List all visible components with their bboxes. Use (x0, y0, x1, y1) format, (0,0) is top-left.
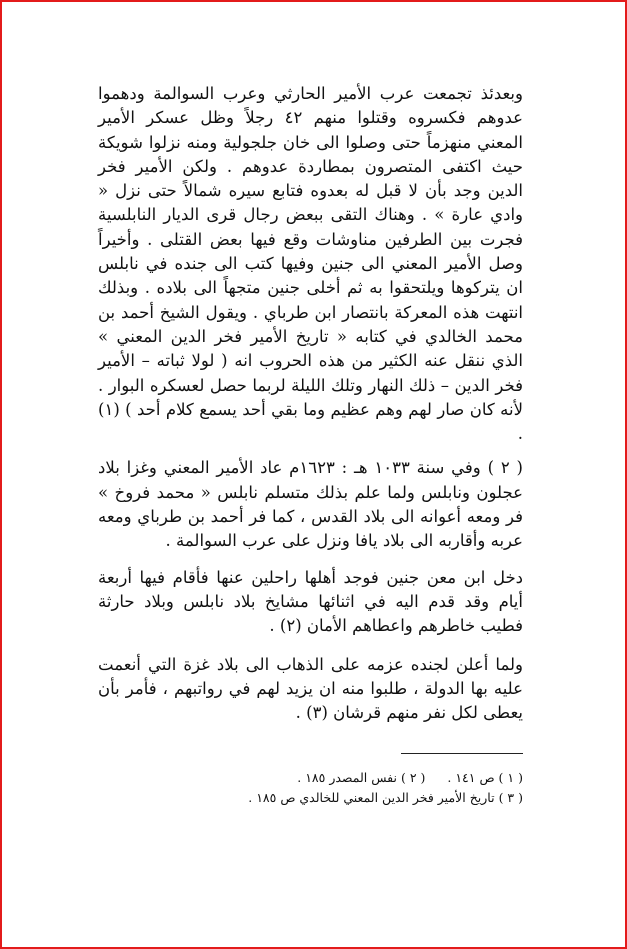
footnote-3: ( ٣ ) تاريخ الأمير فخر الدين المعني للخالدي ص ١٨٥ . (248, 790, 523, 806)
footnote-1: ( ١ ) ص ١٤١ . (447, 770, 523, 786)
document-page (98, 82, 523, 808)
paragraph-2: ( ٢ ) وفي سنة ١٠٣٣ هـ : ١٦٢٣م عاد الأمير المعني وغزا بلاد عجلون ونابلس ولما علم بذلك متسلم نابلس « محمد فروخ » فر ومعه أعوانه الى بلاد القدس ، كما فر أحمد بن طرباي ومعه عربه وأقاربه الى بلاد يافا ونزل على عرب السوالمة . (98, 458, 523, 551)
footnote-line-1 (98, 768, 523, 788)
paragraph-4: ولما أعلن لجنده عزمه على الذهاب الى بلاد غزة التي أنعمت عليه بها الدولة ، طلبوا منه ان يزيد لهم في رواتبهم ، فأمر بأن يعطى لكل نفر منهم قرشان (٣) . (98, 654, 523, 723)
paragraph-1: وبعدئذ تجمعت عرب الأمير الحارثي وعرب السوالمة ودهموا عدوهم فكسروه وقتلوا منهم ٤٢ رجلاً وظل عسكر الأمير المعني منهزماً حتى وصلوا الى خان جلجولية ومنه نزلوا شويكة حيث اكتفى المتصرون بمطاردة عدوهم . ولكن الأمير فخر الدين وجد بأن لا قبل له بعدوه فتابع سيره شمالاً حتى نزل « وادي عارة » . وهناك التقى ببعض رجال قرى الديار النابلسية فجرت بين الطرفين مناوشات وقع فيها بعض القتلى . وأخيراً وصل الأمير المعني الى جنين وفيها كتب الى جنده في نابلس ان يتركوها ويلتحقوا به ثم أخلى جنين متجهاً الى بلاده . وبذلك انتهت هذه المعركة بانتصار ابن طرباي . ويقول الشيخ أحمد بن محمد الخالدي في كتابه « تاريخ الأمير فخر الدين المعني » الذي ننقل عنه الكثير من هذه الحروب انه ( لولا ثباته – الأمير فخر الدين – ذلك النهار وتلك الليلة لربما حصل لعسكره البوار . لأنه كان صار لهم وهم عظيم وما بقي أحد يسمع كلام أحد ) (١) . (98, 84, 523, 444)
footnotes (98, 768, 523, 808)
paragraph-3: دخل ابن معن جنين فوجد أهلها راحلين عنها فأقام فيها أربعة أيام وقد قدم اليه في اثنائها مشايخ بلاد نابلس وبلاد حارثة فطيب خاطرهم واعطاهم الأمان (٢) . (98, 567, 523, 636)
footnote-divider (401, 753, 523, 754)
footnote-2: ( ٢ ) نفس المصدر ١٨٥ . (297, 770, 426, 786)
footnote-line-2 (98, 788, 523, 808)
